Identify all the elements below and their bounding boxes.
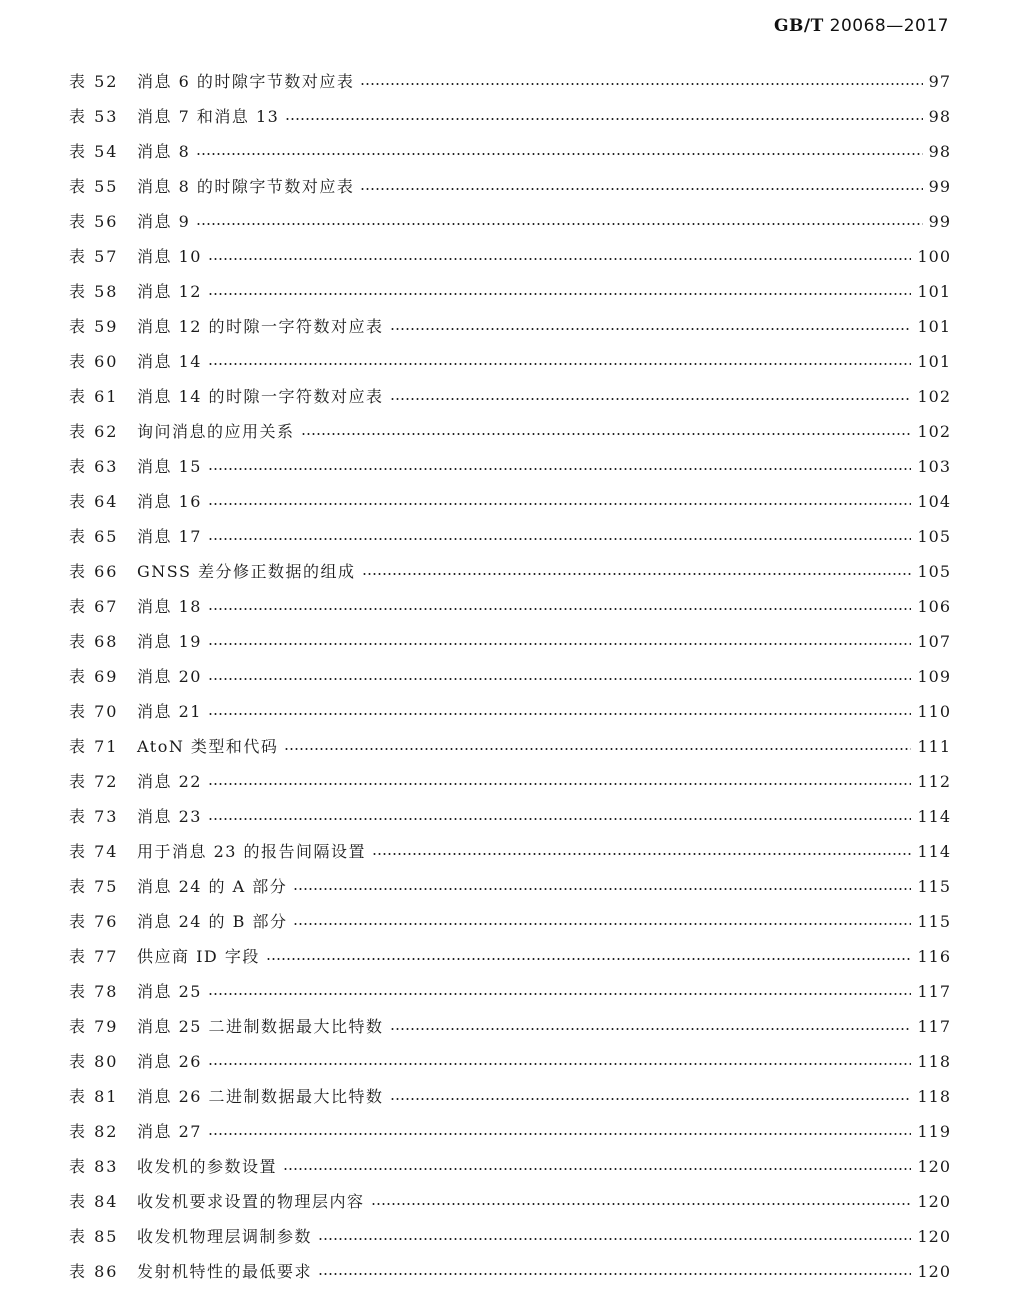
toc-entry xyxy=(69,204,951,239)
toc-entry-title: 消息 22 xyxy=(137,772,202,791)
toc-entry-label: 表 82 xyxy=(69,1122,119,1141)
toc-entry-label: 表 60 xyxy=(69,352,119,371)
toc-dot-leader xyxy=(208,503,912,505)
toc-entry-title: 消息 10 xyxy=(137,247,202,266)
toc-entry-title: 消息 12 的时隙一字符数对应表 xyxy=(137,317,384,336)
toc-entry-page-number: 105 xyxy=(917,562,951,581)
toc-entry-page-number: 102 xyxy=(917,387,951,406)
toc-entry-page-number: 99 xyxy=(928,212,951,231)
toc-entry xyxy=(69,869,951,904)
toc-entry-title: 消息 23 xyxy=(137,807,202,826)
toc-entry xyxy=(69,414,951,449)
toc-entry-title: 消息 19 xyxy=(137,632,202,651)
toc-entry-page-number: 114 xyxy=(917,842,951,861)
toc-entry-title: 询问消息的应用关系 xyxy=(137,422,295,441)
toc-entry-page-number: 119 xyxy=(917,1122,951,1141)
toc-dot-leader xyxy=(208,608,912,610)
toc-entry-label: 表 54 xyxy=(69,142,119,161)
toc-entry-page-number: 118 xyxy=(917,1052,951,1071)
toc-entry xyxy=(69,344,951,379)
toc-entry-title: 消息 14 的时隙一字符数对应表 xyxy=(137,387,384,406)
toc-entry xyxy=(69,169,951,204)
toc-entry-label: 表 69 xyxy=(69,667,119,686)
toc-entry-title: 消息 26 xyxy=(137,1052,202,1071)
toc-entry-title: 发射机特性的最低要求 xyxy=(137,1262,313,1281)
toc-entry-label: 表 52 xyxy=(69,72,119,91)
toc-entry-label: 表 83 xyxy=(69,1157,119,1176)
toc-entry-title: 消息 6 的时隙字节数对应表 xyxy=(137,72,355,91)
toc-entry xyxy=(69,1114,951,1149)
toc-entry-page-number: 120 xyxy=(917,1262,951,1281)
toc-entry xyxy=(69,1184,951,1219)
toc-entry-label: 表 75 xyxy=(69,877,119,896)
toc-dot-leader xyxy=(390,1028,912,1030)
toc-entry-title: 消息 27 xyxy=(137,1122,202,1141)
toc-dot-leader xyxy=(208,468,912,470)
toc-entry-page-number: 101 xyxy=(917,352,951,371)
toc-entry-page-number: 102 xyxy=(917,422,951,441)
toc-dot-leader xyxy=(208,258,912,260)
toc-dot-leader xyxy=(208,538,912,540)
toc-entry-label: 表 55 xyxy=(69,177,119,196)
toc-entry-page-number: 101 xyxy=(917,282,951,301)
toc-entry-page-number: 117 xyxy=(917,1017,951,1036)
toc-entry xyxy=(69,589,951,624)
toc-entry-page-number: 120 xyxy=(917,1227,951,1246)
toc-entry xyxy=(69,1149,951,1184)
toc-entry xyxy=(69,1044,951,1079)
toc-entry-label: 表 77 xyxy=(69,947,119,966)
toc-entry-label: 表 74 xyxy=(69,842,119,861)
toc-dot-leader xyxy=(318,1238,911,1240)
toc-entry xyxy=(69,904,951,939)
toc-entry-title: 消息 17 xyxy=(137,527,202,546)
standard-number: 20068—2017 xyxy=(829,16,949,36)
toc-entry xyxy=(69,239,951,274)
toc-entry xyxy=(69,834,951,869)
toc-entry-label: 表 67 xyxy=(69,597,119,616)
toc-dot-leader xyxy=(266,958,912,960)
toc-entry-label: 表 68 xyxy=(69,632,119,651)
toc-entry-page-number: 104 xyxy=(917,492,951,511)
toc-dot-leader xyxy=(318,1273,911,1275)
toc-dot-leader xyxy=(360,83,922,85)
toc-entry-label: 表 57 xyxy=(69,247,119,266)
toc-entry xyxy=(69,764,951,799)
toc-entry xyxy=(69,134,951,169)
page-header xyxy=(774,16,949,36)
toc-entry-title: 消息 24 的 A 部分 xyxy=(137,877,288,896)
toc-entry xyxy=(69,1254,951,1289)
toc-entry-title: 供应商 ID 字段 xyxy=(137,947,260,966)
toc-dot-leader xyxy=(390,398,912,400)
toc-entry-label: 表 76 xyxy=(69,912,119,931)
toc-entry-label: 表 65 xyxy=(69,527,119,546)
toc-entry xyxy=(69,554,951,589)
toc-entry xyxy=(69,694,951,729)
toc-entry-page-number: 100 xyxy=(917,247,951,266)
toc-dot-leader xyxy=(284,748,911,750)
toc-entry xyxy=(69,1009,951,1044)
toc-entry-label: 表 71 xyxy=(69,737,119,756)
toc-entry-title: 收发机的参数设置 xyxy=(137,1157,278,1176)
toc-entry-label: 表 84 xyxy=(69,1192,119,1211)
toc-dot-leader xyxy=(208,1063,912,1065)
toc-entry-label: 表 79 xyxy=(69,1017,119,1036)
toc-entry-page-number: 120 xyxy=(917,1192,951,1211)
toc-entry-page-number: 110 xyxy=(917,702,951,721)
toc-entry xyxy=(69,274,951,309)
toc-entry xyxy=(69,64,951,99)
toc-dot-leader xyxy=(196,153,922,155)
toc-entry-page-number: 106 xyxy=(917,597,951,616)
toc-entry xyxy=(69,379,951,414)
toc-entry-label: 表 56 xyxy=(69,212,119,231)
toc-entry xyxy=(69,484,951,519)
toc-entry-page-number: 105 xyxy=(917,527,951,546)
toc-entry xyxy=(69,1079,951,1114)
toc-entry-label: 表 59 xyxy=(69,317,119,336)
toc-entry-page-number: 120 xyxy=(917,1157,951,1176)
toc-entry xyxy=(69,939,951,974)
toc-entry-page-number: 98 xyxy=(928,107,951,126)
toc-entry-title: 消息 24 的 B 部分 xyxy=(137,912,288,931)
toc-entry xyxy=(69,624,951,659)
toc-entry-title: 消息 8 的时隙字节数对应表 xyxy=(137,177,355,196)
toc-entry xyxy=(69,799,951,834)
toc-entry-label: 表 81 xyxy=(69,1087,119,1106)
toc-entry-title: 用于消息 23 的报告间隔设置 xyxy=(137,842,367,861)
toc-entry xyxy=(69,974,951,1009)
toc-entry-page-number: 115 xyxy=(917,912,951,931)
toc-entry-label: 表 61 xyxy=(69,387,119,406)
toc-entry-page-number: 109 xyxy=(917,667,951,686)
toc-entry-page-number: 117 xyxy=(917,982,951,1001)
toc-dot-leader xyxy=(208,643,912,645)
toc-entry-page-number: 114 xyxy=(917,807,951,826)
toc-entry-title: 消息 20 xyxy=(137,667,202,686)
toc-dot-leader xyxy=(208,363,912,365)
toc-entry xyxy=(69,729,951,764)
toc-dot-leader xyxy=(208,783,912,785)
toc-dot-leader xyxy=(293,923,911,925)
toc-entry-page-number: 107 xyxy=(917,632,951,651)
toc-entry-title: 消息 12 xyxy=(137,282,202,301)
table-of-contents-list xyxy=(69,64,951,1289)
toc-dot-leader xyxy=(208,993,912,995)
toc-entry xyxy=(69,519,951,554)
toc-entry-page-number: 101 xyxy=(917,317,951,336)
toc-entry-page-number: 118 xyxy=(917,1087,951,1106)
toc-dot-leader xyxy=(208,678,912,680)
toc-entry-page-number: 115 xyxy=(917,877,951,896)
toc-entry-page-number: 111 xyxy=(917,737,951,756)
toc-entry-label: 表 62 xyxy=(69,422,119,441)
toc-entry-label: 表 73 xyxy=(69,807,119,826)
toc-entry-title: 消息 15 xyxy=(137,457,202,476)
toc-entry-label: 表 78 xyxy=(69,982,119,1001)
toc-entry-page-number: 97 xyxy=(928,72,951,91)
toc-dot-leader xyxy=(293,888,911,890)
toc-entry-label: 表 66 xyxy=(69,562,119,581)
toc-entry-title: 收发机物理层调制参数 xyxy=(137,1227,313,1246)
toc-entry-title: 消息 25 xyxy=(137,982,202,1001)
toc-entry-label: 表 58 xyxy=(69,282,119,301)
toc-entry-label: 表 86 xyxy=(69,1262,119,1281)
toc-entry-title: 消息 18 xyxy=(137,597,202,616)
toc-entry-page-number: 116 xyxy=(917,947,951,966)
toc-entry-label: 表 70 xyxy=(69,702,119,721)
toc-entry-title: 消息 14 xyxy=(137,352,202,371)
toc-dot-leader xyxy=(208,818,912,820)
toc-entry-title: 消息 26 二进制数据最大比特数 xyxy=(137,1087,384,1106)
toc-entry xyxy=(69,309,951,344)
toc-dot-leader xyxy=(360,188,922,190)
toc-entry-title: 消息 16 xyxy=(137,492,202,511)
toc-dot-leader xyxy=(283,1168,911,1170)
toc-entry-title: 消息 7 和消息 13 xyxy=(137,107,280,126)
toc-entry-title: AtoN 类型和代码 xyxy=(137,737,279,756)
toc-dot-leader xyxy=(285,118,922,120)
toc-dot-leader xyxy=(208,713,912,715)
toc-dot-leader xyxy=(208,293,912,295)
toc-entry-page-number: 103 xyxy=(917,457,951,476)
toc-entry-title: 消息 21 xyxy=(137,702,202,721)
toc-entry-label: 表 64 xyxy=(69,492,119,511)
toc-dot-leader xyxy=(362,573,912,575)
toc-entry-title: 收发机要求设置的物理层内容 xyxy=(137,1192,365,1211)
standard-prefix: GB/T xyxy=(774,16,824,36)
toc-entry xyxy=(69,99,951,134)
toc-entry-title: GNSS 差分修正数据的组成 xyxy=(137,562,356,581)
toc-entry-page-number: 112 xyxy=(917,772,951,791)
toc-entry xyxy=(69,659,951,694)
toc-dot-leader xyxy=(301,433,912,435)
toc-dot-leader xyxy=(371,1203,912,1205)
toc-entry xyxy=(69,449,951,484)
toc-dot-leader xyxy=(390,1098,912,1100)
toc-entry-label: 表 72 xyxy=(69,772,119,791)
toc-entry-label: 表 53 xyxy=(69,107,119,126)
toc-entry-label: 表 80 xyxy=(69,1052,119,1071)
toc-entry-title: 消息 8 xyxy=(137,142,191,161)
toc-entry-label: 表 85 xyxy=(69,1227,119,1246)
toc-dot-leader xyxy=(372,853,911,855)
toc-entry-page-number: 99 xyxy=(928,177,951,196)
toc-entry-title: 消息 25 二进制数据最大比特数 xyxy=(137,1017,384,1036)
toc-entry-page-number: 98 xyxy=(928,142,951,161)
toc-dot-leader xyxy=(390,328,912,330)
toc-entry-label: 表 63 xyxy=(69,457,119,476)
toc-dot-leader xyxy=(208,1133,912,1135)
toc-entry-title: 消息 9 xyxy=(137,212,191,231)
toc-dot-leader xyxy=(196,223,922,225)
toc-entry xyxy=(69,1219,951,1254)
